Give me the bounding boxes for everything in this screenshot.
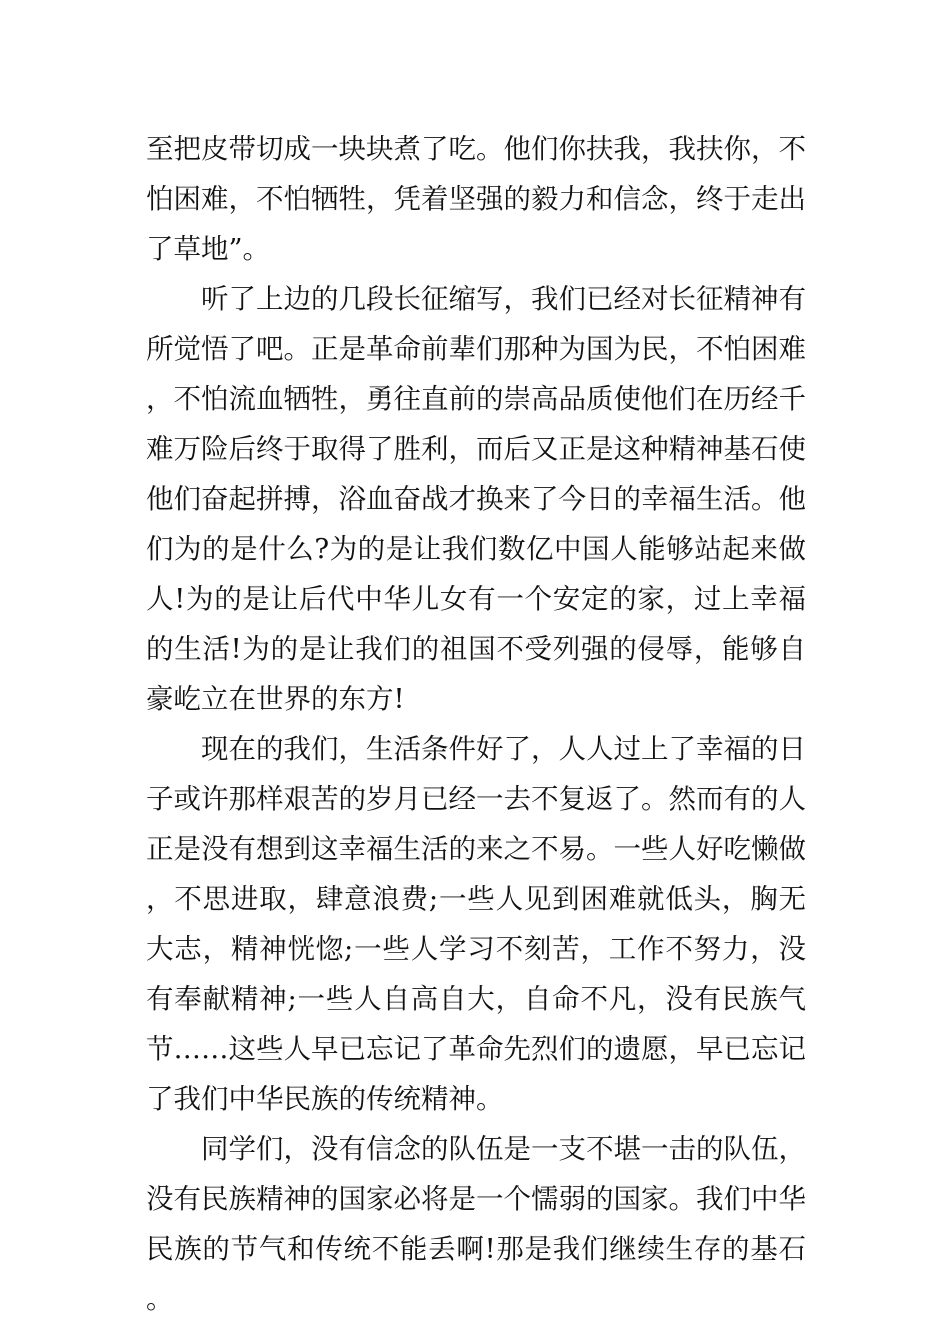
paragraph-long-march-reflection: 听了上边的几段长征缩写，我们已经对长征精神有所觉悟了吧。正是革命前辈们那种为国为民，不怕困难，不怕流血牺牲，勇往直前的崇高品质使他们在历经千难万险后终于取得了胜利，而后又正是这种精神基石使他们奋起拼搏，浴血奋战才换来了今日的幸福生活。他们为的是什么?为的是让我们数亿中国人能够站起来做人!为的是让后代中华儿女有一个安定的家，过上幸福的生活!为的是让我们的祖国不受列强的侵辱，能够自豪屹立在世界的东方! <box>146 283 806 715</box>
paragraph-present-day: 现在的我们，生活条件好了，人人过上了幸福的日子或许那样艰苦的岁月已经一去不复返了。然而有的人正是没有想到这幸福生活的来之不易。一些人好吃懒做，不思进取，肆意浪费;一些人见到困难就低头，胸无大志，精神恍惚;一些人学习不刻苦，工作不努力，没有奉献精神;一些人自高自大，自命不凡，没有民族气节……这些人早已忘记了革命先烈们的遗愿，早已忘记了我们中华民族的传统精神。 <box>146 733 806 1115</box>
paragraph-continuation: 至把皮带切成一块块煮了吃。他们你扶我，我扶你，不怕困难，不怕牺牲，凭着坚强的毅力和信念，终于走出了草地”。 <box>146 133 806 265</box>
document-body <box>146 124 806 1324</box>
paragraph-appeal-to-classmates: 同学们，没有信念的队伍是一支不堪一击的队伍，没有民族精神的国家必将是一个懦弱的国家。我们中华民族的节气和传统不能丢啊!那是我们继续生存的基石。 <box>146 1133 806 1315</box>
